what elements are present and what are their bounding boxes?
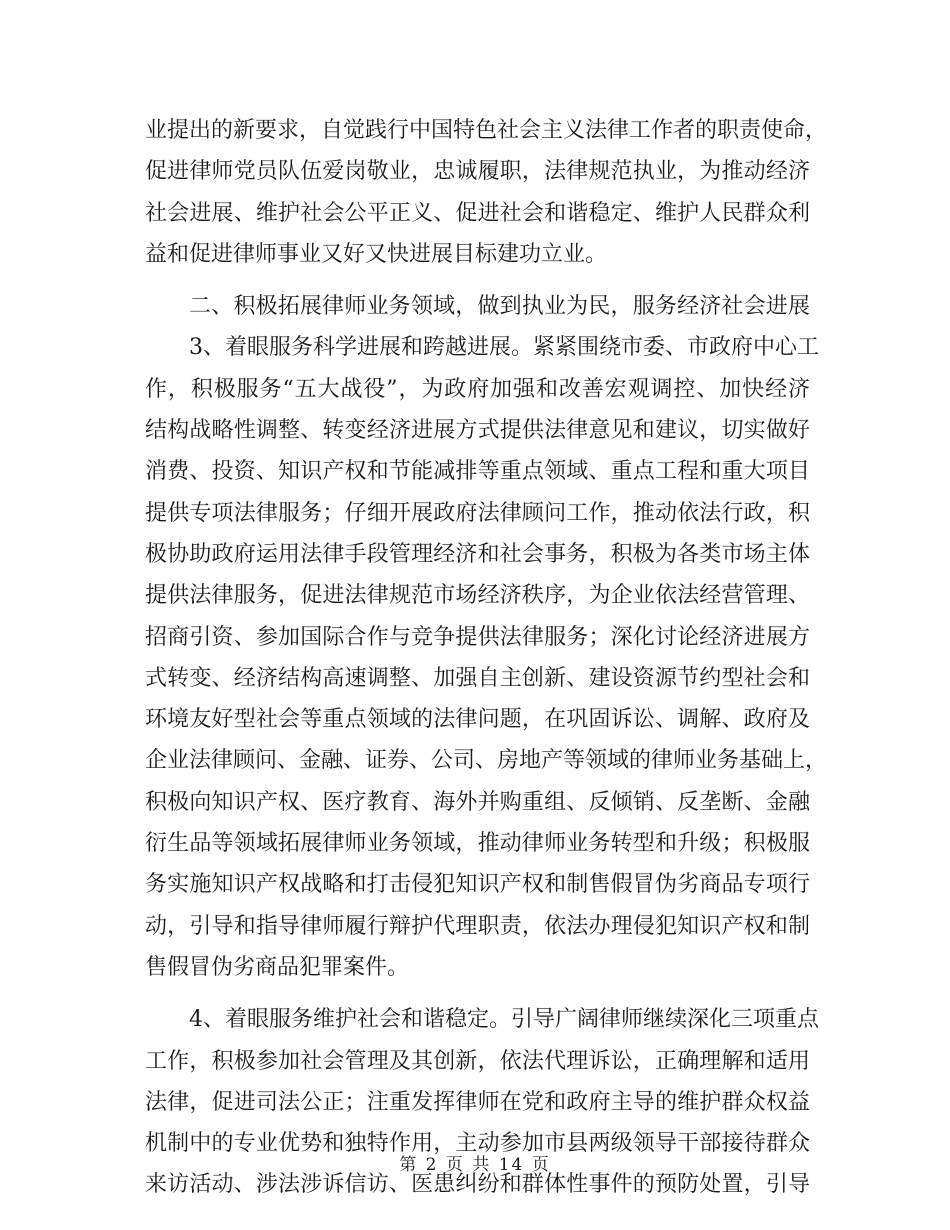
text-line: 务实施知识产权战略和打击侵犯知识产权和制售假冒伪劣商品专项行: [145, 872, 810, 898]
text-line: 4、着眼服务维护社会和谐稳定。引导广阔律师继续深化三项重点: [189, 1007, 819, 1033]
text-line: 结构战略性调整、转变经济进展方式提供法律意见和建议，切实做好: [145, 418, 810, 444]
text-line: 益和促进律师事业又好又快进展目标建功立业。: [145, 241, 608, 267]
text-line: 企业法律顾问、金融、证券、公司、房地产等领域的律师业务基础上，: [145, 748, 828, 774]
text-line: 环境友好型社会等重点领域的法律问题，在巩固诉讼、调解、政府及: [145, 707, 810, 733]
text-line: 招商引资、参加国际合作与竞争提供法律服务；深化讨论经济进展方: [145, 624, 810, 650]
text-line: 积极向知识产权、医疗教育、海外并购重组、反倾销、反垄断、金融: [145, 789, 810, 815]
text-line: 3、着眼服务科学进展和跨越进展。紧紧围绕市委、市政府中心工: [189, 335, 819, 361]
text-line: 衍生品等领域拓展律师业务领域，推动律师业务转型和升级；积极服: [145, 831, 810, 857]
document-body: [145, 110, 828, 1206]
text-line: 消费、投资、知识产权和节能减排等重点领域、重点工程和重大项目: [145, 459, 810, 485]
text-line: 提供法律服务，促进法律规范市场经济秩序，为企业依法经营管理、: [145, 583, 810, 609]
section-heading: 二、积极拓展律师业务领域，做到执业为民，服务经济社会进展: [189, 294, 810, 320]
text-line: 来访活动、涉法涉诉信访、医患纠纷和群体性事件的预防处置，引导: [145, 1172, 810, 1198]
page-number-footer: 第 2 页 共 14 页: [399, 1155, 551, 1175]
text-line: 促进律师党员队伍爱岗敬业，忠诚履职，法律规范执业，为推动经济: [145, 159, 810, 185]
text-line: 极协助政府运用法律手段管理经济和社会事务，积极为各类市场主体: [145, 541, 810, 567]
text-line: 作，积极服务“五大战役”，为政府加强和改善宏观调控、加快经济: [145, 376, 810, 402]
text-line: 工作，积极参加社会管理及其创新，依法代理诉讼，正确理解和适用: [145, 1048, 810, 1074]
text-line: 业提出的新要求，自觉践行中国特色社会主义法律工作者的职责使命，: [145, 118, 828, 143]
text-line: 动，引导和指导律师履行辩护代理职责，依法办理侵犯知识产权和制: [145, 913, 810, 939]
text-line: 提供专项法律服务；仔细开展政府法律顾问工作，推动依法行政，积: [145, 500, 810, 526]
text-line: 法律，促进司法公正；注重发挥律师在党和政府主导的维护群众权益: [145, 1089, 810, 1115]
text-line: 式转变、经济结构高速调整、加强自主创新、建设资源节约型社会和: [145, 665, 810, 691]
text-line: 机制中的专业优势和独特作用，主动参加市县两级领导干部接待群众: [145, 1131, 810, 1157]
text-line: 社会进展、维护社会公平正义、促进社会和谐稳定、维护人民群众利: [145, 200, 810, 226]
text-line: 售假冒伪劣商品犯罪案件。: [145, 954, 410, 980]
